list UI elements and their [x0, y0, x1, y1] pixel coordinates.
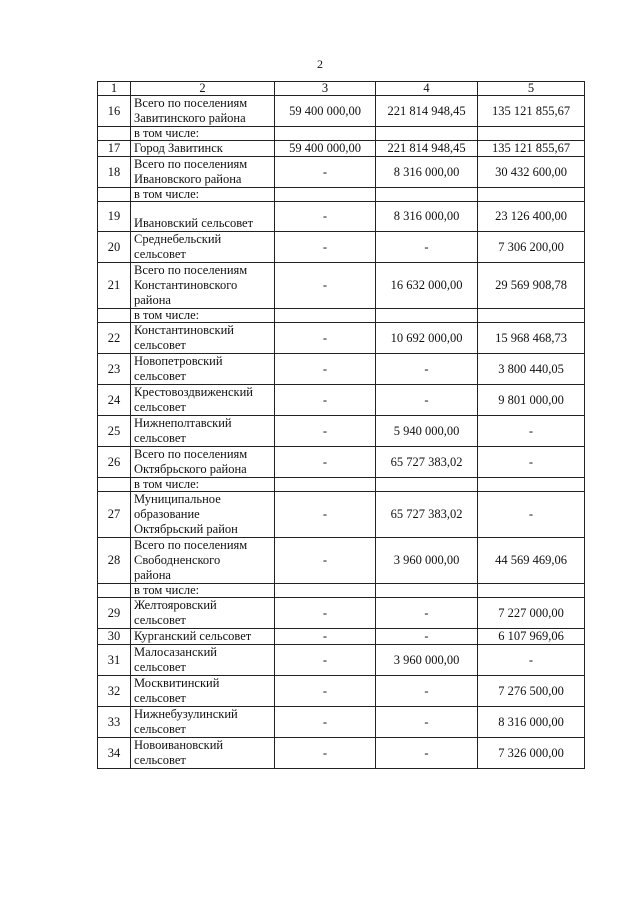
- settlement-name: [131, 676, 275, 707]
- settlement-name-line: района: [134, 568, 171, 582]
- empty-cell: [98, 188, 131, 202]
- row-number: 30: [98, 629, 131, 645]
- settlement-name-line: Ивановский сельсовет: [134, 216, 254, 230]
- amount-c3: -: [275, 354, 376, 385]
- empty-cell: [275, 478, 376, 492]
- column-number: 1: [98, 82, 131, 96]
- settlement-name-line: Среднебельский: [134, 232, 222, 246]
- amount-c3: -: [275, 492, 376, 538]
- table-row: [98, 676, 585, 707]
- table-row: [98, 738, 585, 769]
- amount-c4: -: [376, 676, 478, 707]
- column-number-row: [98, 82, 585, 96]
- row-number: 19: [98, 202, 131, 232]
- empty-cell: [376, 478, 478, 492]
- settlement-name-line: сельсовет: [134, 400, 186, 414]
- amount-c5: 15 968 468,73: [478, 323, 585, 354]
- settlement-name-line: Новоивановский: [134, 738, 224, 752]
- row-number: 33: [98, 707, 131, 738]
- row-number: 24: [98, 385, 131, 416]
- empty-cell: [478, 309, 585, 323]
- amount-c5: 7 326 000,00: [478, 738, 585, 769]
- table-row: [98, 629, 585, 645]
- amount-c5: -: [478, 492, 585, 538]
- amount-c3: -: [275, 707, 376, 738]
- amount-c4: 221 814 948,45: [376, 96, 478, 127]
- table-row: [98, 157, 585, 188]
- amount-c5: -: [478, 416, 585, 447]
- amount-c5: 135 121 855,67: [478, 141, 585, 157]
- amount-c4: -: [376, 354, 478, 385]
- column-number: 3: [275, 82, 376, 96]
- settlement-name-line: Курганский сельсовет: [134, 629, 252, 643]
- settlement-name: [131, 492, 275, 538]
- amount-c4: -: [376, 232, 478, 263]
- settlement-name-line: Нижнебузулинский: [134, 707, 238, 721]
- amount-c4: -: [376, 707, 478, 738]
- amount-c5: 6 107 969,06: [478, 629, 585, 645]
- settlement-name-line: сельсовет: [134, 613, 186, 627]
- page-number: 2: [317, 57, 323, 71]
- table-row: [98, 323, 585, 354]
- empty-cell: [275, 127, 376, 141]
- amount-c5: 7 276 500,00: [478, 676, 585, 707]
- amount-c4: -: [376, 629, 478, 645]
- settlement-name: [131, 416, 275, 447]
- settlement-name: [131, 629, 275, 645]
- row-number: 17: [98, 141, 131, 157]
- subtotal-label-row: [98, 478, 585, 492]
- subtotal-label: в том числе:: [131, 584, 275, 598]
- settlement-name-line: Город Завитинск: [134, 141, 223, 155]
- row-number: 20: [98, 232, 131, 263]
- row-number: 28: [98, 538, 131, 584]
- settlement-name-line: Всего по поселениям: [134, 263, 248, 277]
- subtotal-label: в том числе:: [131, 188, 275, 202]
- amount-c3: -: [275, 232, 376, 263]
- amount-c3: 59 400 000,00: [275, 96, 376, 127]
- settlement-name: [131, 598, 275, 629]
- settlement-name-line: района: [134, 293, 171, 307]
- row-number: 31: [98, 645, 131, 676]
- settlement-name-line: сельсовет: [134, 369, 186, 383]
- amount-c5: 7 306 200,00: [478, 232, 585, 263]
- settlement-name-line: сельсовет: [134, 753, 186, 767]
- empty-cell: [98, 584, 131, 598]
- empty-cell: [376, 309, 478, 323]
- amount-c3: -: [275, 598, 376, 629]
- amount-c5: 7 227 000,00: [478, 598, 585, 629]
- amount-c4: -: [376, 738, 478, 769]
- settlement-name-line: Малосазанский: [134, 645, 217, 659]
- settlement-name: [131, 232, 275, 263]
- settlement-name-line: Москвитинский: [134, 676, 220, 690]
- settlement-name-line: Октябрьский район: [134, 522, 238, 536]
- amount-c5: -: [478, 447, 585, 478]
- empty-cell: [478, 188, 585, 202]
- amount-c4: 5 940 000,00: [376, 416, 478, 447]
- amount-c5: 135 121 855,67: [478, 96, 585, 127]
- row-number: 25: [98, 416, 131, 447]
- settlement-name-line: Новопетровский: [134, 354, 223, 368]
- settlement-name: [131, 263, 275, 309]
- column-number: 4: [376, 82, 478, 96]
- row-number: 29: [98, 598, 131, 629]
- amount-c5: 8 316 000,00: [478, 707, 585, 738]
- settlement-name-line: сельсовет: [134, 691, 186, 705]
- amount-c3: -: [275, 645, 376, 676]
- settlement-name-line: сельсовет: [134, 338, 186, 352]
- empty-cell: [275, 188, 376, 202]
- settlement-name: [131, 202, 275, 232]
- settlement-name: [131, 538, 275, 584]
- settlement-name-line: Свободненского: [134, 553, 221, 567]
- amount-c4: 65 727 383,02: [376, 492, 478, 538]
- row-number: 23: [98, 354, 131, 385]
- amount-c3: -: [275, 629, 376, 645]
- empty-cell: [98, 478, 131, 492]
- settlement-name-line: Всего по поселениям: [134, 157, 248, 171]
- settlement-name: [131, 354, 275, 385]
- settlement-name: [131, 707, 275, 738]
- amount-c4: 8 316 000,00: [376, 157, 478, 188]
- budget-table-body: [98, 82, 585, 769]
- settlement-name-line: Нижнеполтавский: [134, 416, 232, 430]
- amount-c5: 44 569 469,06: [478, 538, 585, 584]
- amount-c4: 8 316 000,00: [376, 202, 478, 232]
- column-number: 2: [131, 82, 275, 96]
- subtotal-label: в том числе:: [131, 127, 275, 141]
- amount-c3: -: [275, 538, 376, 584]
- table-row: [98, 707, 585, 738]
- amount-c4: 10 692 000,00: [376, 323, 478, 354]
- empty-cell: [275, 584, 376, 598]
- table-row: [98, 492, 585, 538]
- settlement-name-line: сельсовет: [134, 660, 186, 674]
- empty-cell: [376, 584, 478, 598]
- subtotal-label-row: [98, 127, 585, 141]
- settlement-name-line: Всего по поселениям: [134, 538, 248, 552]
- amount-c4: -: [376, 598, 478, 629]
- amount-c4: 65 727 383,02: [376, 447, 478, 478]
- subtotal-label-row: [98, 584, 585, 598]
- settlement-name: [131, 96, 275, 127]
- table-row: [98, 96, 585, 127]
- settlement-name: [131, 385, 275, 416]
- empty-cell: [275, 309, 376, 323]
- table-row: [98, 263, 585, 309]
- table-row: [98, 202, 585, 232]
- settlement-name-line: сельсовет: [134, 247, 186, 261]
- row-number: 34: [98, 738, 131, 769]
- empty-cell: [98, 309, 131, 323]
- settlement-name: [131, 447, 275, 478]
- settlement-name-line: Октябрьского района: [134, 462, 247, 476]
- amount-c3: -: [275, 157, 376, 188]
- settlement-name-line: сельсовет: [134, 431, 186, 445]
- settlement-name-line: Завитинского района: [134, 111, 246, 125]
- settlement-name-line: сельсовет: [134, 722, 186, 736]
- amount-c3: -: [275, 416, 376, 447]
- table-row: [98, 141, 585, 157]
- row-number: 16: [98, 96, 131, 127]
- amount-c4: 221 814 948,45: [376, 141, 478, 157]
- table-row: [98, 645, 585, 676]
- settlement-name: [131, 323, 275, 354]
- amount-c3: 59 400 000,00: [275, 141, 376, 157]
- table-row: [98, 232, 585, 263]
- settlement-name-line: Всего по поселениям: [134, 96, 248, 110]
- budget-table: [97, 81, 585, 769]
- row-number: 21: [98, 263, 131, 309]
- amount-c4: 3 960 000,00: [376, 645, 478, 676]
- settlement-name: [131, 645, 275, 676]
- amount-c3: -: [275, 676, 376, 707]
- empty-cell: [478, 478, 585, 492]
- row-number: 32: [98, 676, 131, 707]
- table-row: [98, 385, 585, 416]
- column-number: 5: [478, 82, 585, 96]
- row-number: 27: [98, 492, 131, 538]
- amount-c5: 9 801 000,00: [478, 385, 585, 416]
- subtotal-label: в том числе:: [131, 478, 275, 492]
- settlement-name-line: Ивановского района: [134, 172, 242, 186]
- empty-cell: [98, 127, 131, 141]
- amount-c5: 23 126 400,00: [478, 202, 585, 232]
- table-row: [98, 416, 585, 447]
- amount-c5: 30 432 600,00: [478, 157, 585, 188]
- subtotal-label: в том числе:: [131, 309, 275, 323]
- settlement-name: [131, 738, 275, 769]
- subtotal-label-row: [98, 188, 585, 202]
- empty-cell: [376, 188, 478, 202]
- table-row: [98, 598, 585, 629]
- amount-c4: -: [376, 385, 478, 416]
- settlement-name-line: Муниципальное: [134, 492, 221, 506]
- amount-c3: -: [275, 738, 376, 769]
- table-row: [98, 354, 585, 385]
- amount-c3: -: [275, 447, 376, 478]
- row-number: 18: [98, 157, 131, 188]
- settlement-name-line: Всего по поселениям: [134, 447, 248, 461]
- settlement-name-line: Константиновский: [134, 323, 234, 337]
- empty-cell: [376, 127, 478, 141]
- amount-c3: -: [275, 323, 376, 354]
- settlement-name: [131, 141, 275, 157]
- amount-c3: -: [275, 385, 376, 416]
- amount-c4: 3 960 000,00: [376, 538, 478, 584]
- settlement-name-line: Желтояровский: [134, 598, 217, 612]
- row-number: 22: [98, 323, 131, 354]
- amount-c3: -: [275, 263, 376, 309]
- empty-cell: [478, 584, 585, 598]
- settlement-name-line: Крестовоздвиженский: [134, 385, 253, 399]
- settlement-name: [131, 157, 275, 188]
- subtotal-label-row: [98, 309, 585, 323]
- amount-c5: -: [478, 645, 585, 676]
- amount-c3: -: [275, 202, 376, 232]
- table-row: [98, 538, 585, 584]
- amount-c5: 29 569 908,78: [478, 263, 585, 309]
- amount-c4: 16 632 000,00: [376, 263, 478, 309]
- settlement-name-line: Константиновского: [134, 278, 238, 292]
- row-number: 26: [98, 447, 131, 478]
- table-row: [98, 447, 585, 478]
- settlement-name-line: образование: [134, 507, 200, 521]
- empty-cell: [478, 127, 585, 141]
- amount-c5: 3 800 440,05: [478, 354, 585, 385]
